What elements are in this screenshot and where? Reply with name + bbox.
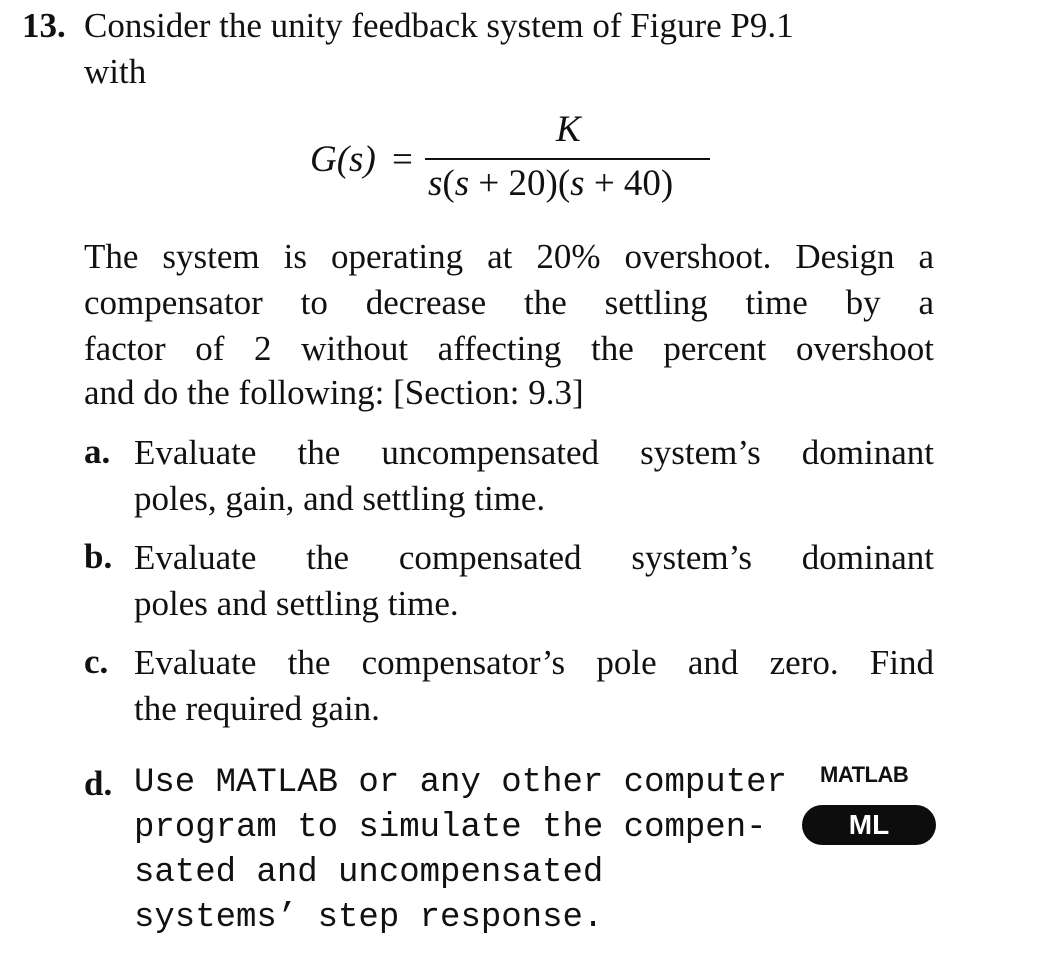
equation-lhs: G(s) (310, 139, 376, 180)
paragraph-line-1: The system is operating at 20% overshoot. Design a (84, 237, 934, 276)
paragraph-line-2: compensator to decrease the settling time by a (84, 283, 934, 322)
problem-intro-line-2: with (84, 52, 147, 91)
item-d-line-2: program to simulate the compen- (134, 809, 767, 847)
item-b-line-2: poles and settling time. (134, 584, 459, 623)
matlab-label: MATLAB (820, 762, 909, 787)
item-a-line-2: poles, gain, and settling time. (134, 479, 546, 518)
paragraph-line-3: factor of 2 without affecting the percent overshoot (84, 329, 934, 368)
paragraph-line-4: and do the following: [Section: 9.3] (84, 373, 584, 412)
problem-number: 13. (22, 6, 66, 45)
equation-equals: = (392, 139, 413, 180)
item-c-line-1: Evaluate the compensator’s pole and zero. Find (134, 643, 934, 682)
item-d-line-4: systems’ step response. (134, 899, 604, 937)
item-c-marker: c. (84, 642, 109, 681)
item-b-marker: b. (84, 537, 113, 576)
item-c-line-2: the required gain. (134, 689, 380, 728)
item-d-line-1: Use MATLAB or any other computer (134, 764, 787, 802)
item-d-line-3: sated and uncompensated (134, 854, 604, 892)
ml-badge-icon: ML (802, 805, 936, 845)
fraction-bar (425, 158, 710, 160)
problem-intro-line-1: Consider the unity feedback system of Figure P9.1 (84, 6, 794, 45)
item-a-marker: a. (84, 432, 111, 471)
equation-denominator: s(s + 20)(s + 40) (428, 163, 674, 204)
item-b-line-1: Evaluate the compensated system’s dominant (134, 538, 934, 577)
item-a-line-1: Evaluate the uncompensated system’s dominant (134, 433, 934, 472)
equation-numerator: K (556, 109, 581, 150)
item-d-marker: d. (84, 764, 113, 803)
